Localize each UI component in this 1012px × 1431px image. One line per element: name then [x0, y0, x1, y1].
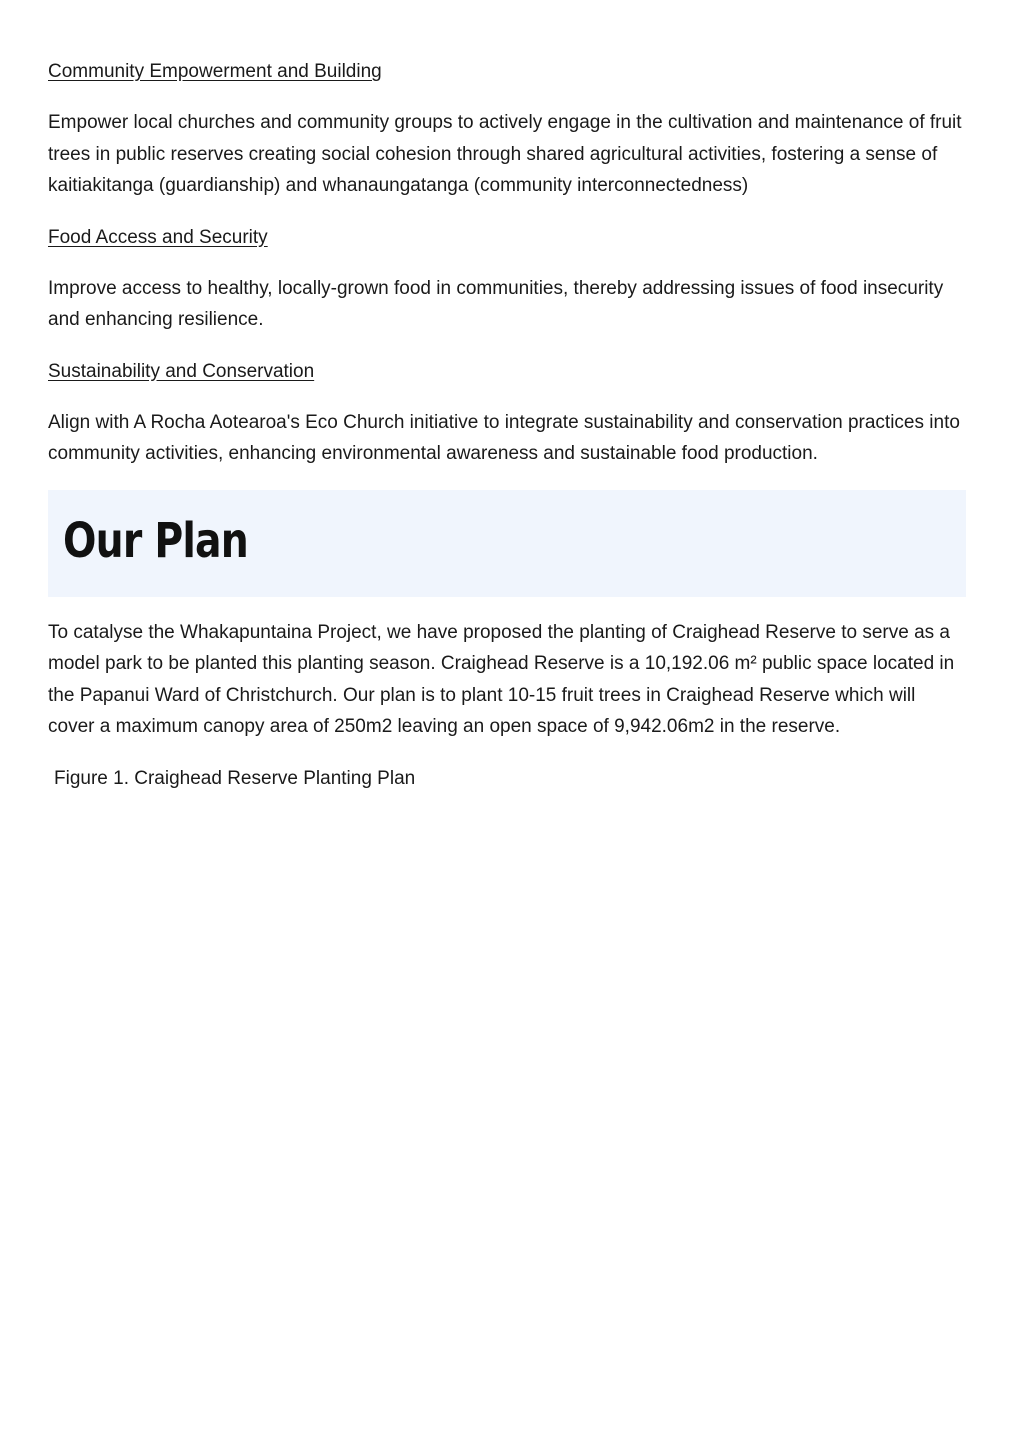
- sustainability-heading: Sustainability and Conservation: [48, 360, 315, 382]
- document-page: [48, 56, 966, 794]
- food-paragraph: Improve access to healthy, locally-grown food in communities, thereby addressing issues of food insecurity and enhancing resilience.: [48, 277, 944, 330]
- community-paragraph: Empower local churches and community groups to actively engage in the cultivation and maintenance of fruit trees in public reserves creating social cohesion through shared agricultural activities, fostering a sense of kaitiakitanga (guardianship) and whanaungatanga (community interconnectedness): [48, 112, 962, 196]
- community-heading: Community Empowerment and Building: [48, 61, 382, 82]
- plan-banner: [48, 490, 966, 597]
- plan-title: Our Plan: [63, 512, 248, 569]
- food-heading: Food Access and Security: [48, 226, 268, 248]
- plan-paragraph: To catalyse the Whakapuntaina Project, we have proposed the planting of Craighead Reserve to serve as a model park to be planted this planting season. Craighead Reserve is a 10,192.06 m² public space located in the Papanui Ward of Christchurch. Our plan is to plant 10-15 fruit trees in Craighead Reserve which will cover a maximum canopy area of 250m2 leaving an open space of 9,942.06m2 in the reserve.: [48, 621, 955, 737]
- sustainability-paragraph: Align with A Rocha Aotearoa's Eco Church initiative to integrate sustainability and conservation practices into community activities, enhancing environmental awareness and sustainable food production.: [48, 411, 960, 464]
- figure-caption: Figure 1. Craighead Reserve Planting Plan: [54, 767, 416, 789]
